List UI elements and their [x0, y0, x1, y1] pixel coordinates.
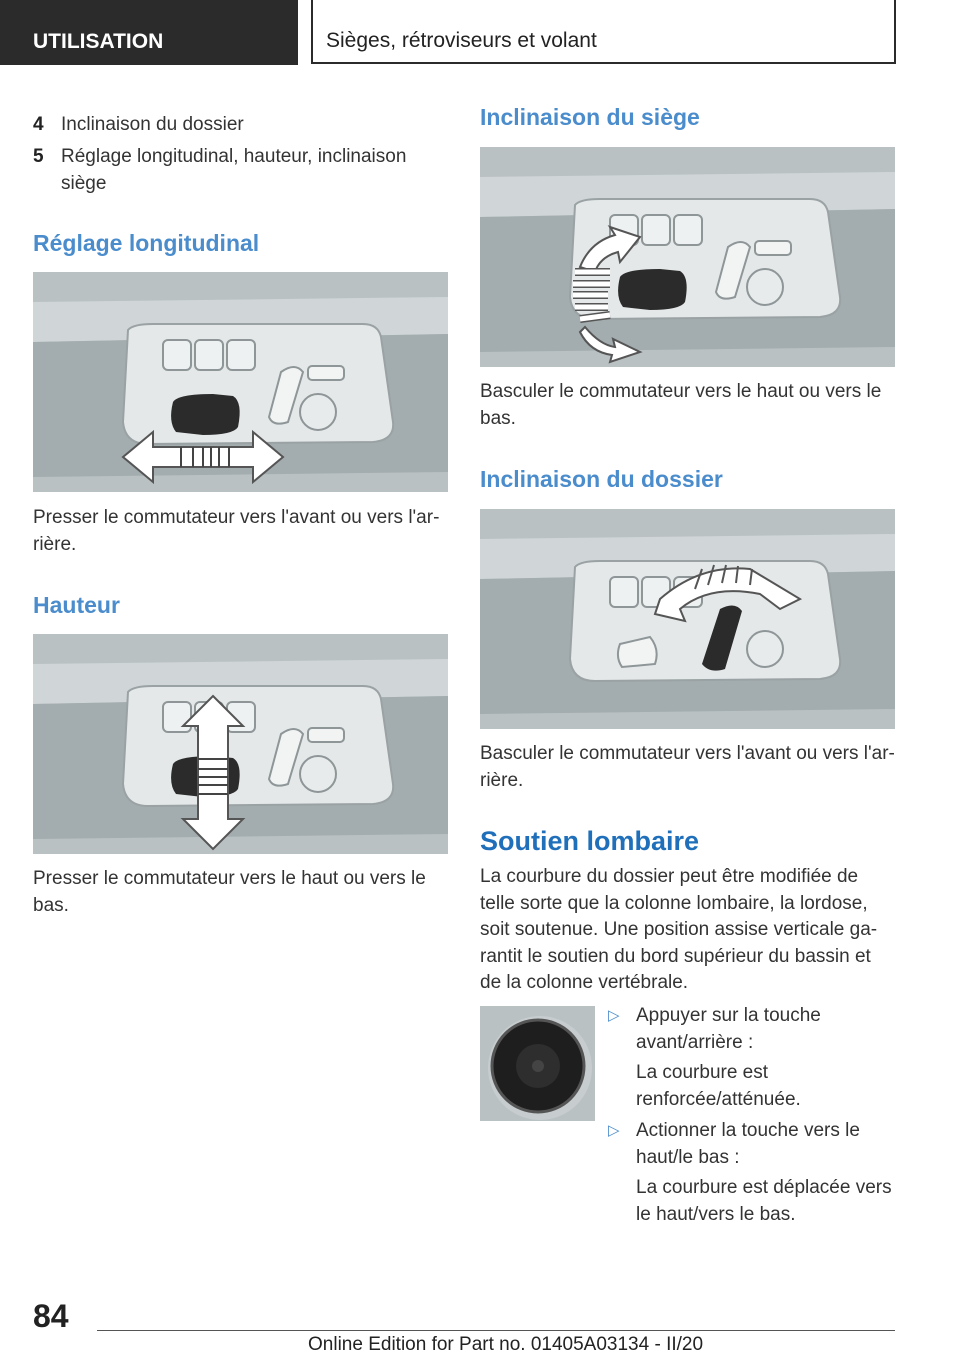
caption: Presser le commutateur vers l'avant ou vers l'ar‐rière.: [33, 507, 440, 555]
lumbar-control-illustration: [480, 1006, 595, 1121]
list-text: Réglage longitudinal, hauteur, inclinaison siège: [61, 146, 407, 194]
lumbar-section-title: Soutien lombaire: [480, 826, 700, 856]
caption: Basculer le commutateur vers le haut ou vers le bas.: [480, 381, 882, 429]
section-title: Réglage longitudinal: [33, 230, 260, 256]
chapter-title: Sièges, rétroviseurs et volant: [311, 0, 896, 64]
footer-divider: [97, 1330, 895, 1331]
section-title: Hauteur: [33, 592, 120, 618]
triangle-bullet-icon: ▷: [608, 1007, 620, 1024]
footer-edition: Online Edition for Part no. 01405A03134 - II/20: [308, 1334, 704, 1355]
caption: Basculer le commutateur vers l'avant ou vers l'ar‐rière.: [480, 743, 895, 791]
list-number: 4: [33, 114, 44, 135]
bullet-action: Appuyer sur la touche avant/arrière :: [636, 1005, 821, 1053]
seat-switch-illustration-seat-tilt: [480, 147, 895, 367]
list-number: 5: [33, 146, 44, 167]
section-title: Inclinaison du dossier: [480, 466, 723, 492]
section-tab: UTILISATION: [0, 0, 298, 65]
caption: Presser le commutateur vers le haut ou vers le bas.: [33, 868, 426, 916]
lumbar-intro: La courbure du dossier peut être modifiée de telle sorte que la colonne lombaire, la lordose, soit soutenue. Une position assise verticale ga‐rantit le soutien du bord supérieur du bassin et de la colonne vertébrale.: [480, 866, 878, 993]
seat-switch-illustration-backrest: [480, 509, 895, 729]
seat-switch-illustration-longitudinal: [33, 272, 448, 492]
list-text: Inclinaison du dossier: [61, 114, 244, 135]
page-number: 84: [33, 1298, 69, 1334]
section-title: Inclinaison du siège: [480, 104, 700, 130]
seat-switch-illustration-height: [33, 634, 448, 854]
triangle-bullet-icon: ▷: [608, 1122, 620, 1139]
bullet-action: Actionner la touche vers le haut/le bas :: [636, 1120, 860, 1168]
bullet-result-text: La courbure est renforcée/atténuée.: [636, 1062, 801, 1110]
bullet-result-text: La courbure est déplacée vers le haut/vers le bas.: [636, 1177, 892, 1225]
